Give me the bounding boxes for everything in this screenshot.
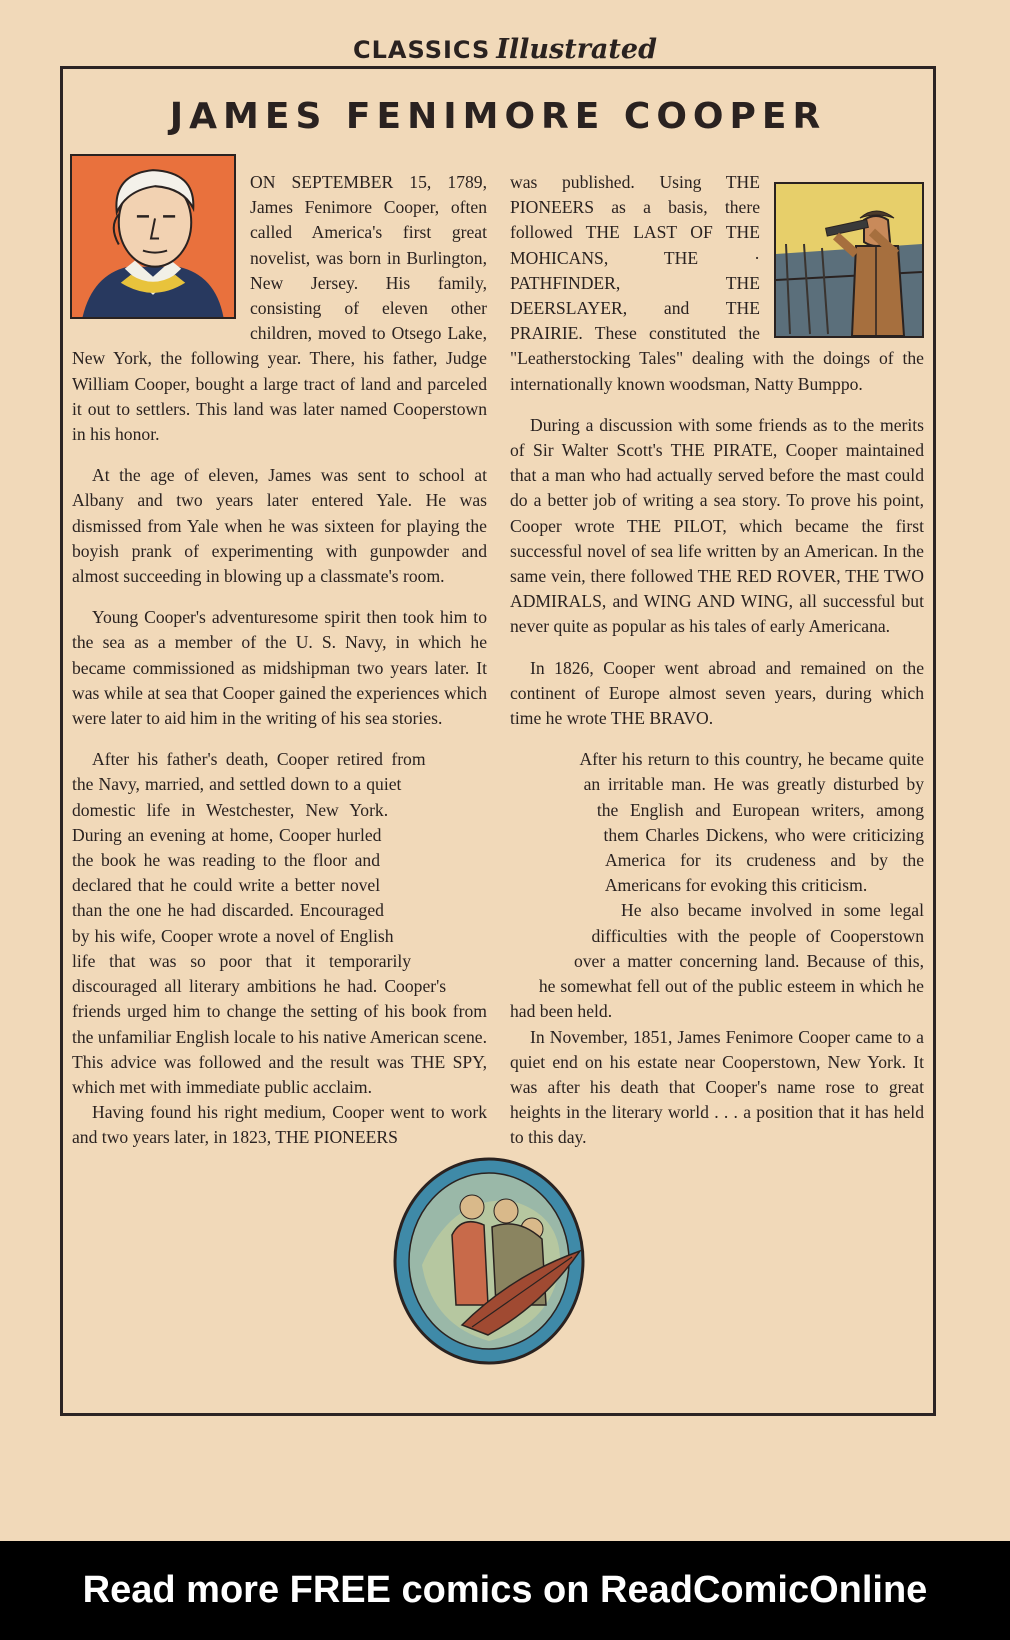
right-paragraph-6: In November, 1851, James Fenimore Cooper came to a quiet end on his estate near Cooperstown, New York. It was after his death that Cooper's name rose to great heights in the literary world . . . a position that it has held to this day. (510, 1026, 924, 1148)
indian-and-soldiers-medallion-icon (392, 1155, 586, 1367)
right-paragraph-4: After his return to this country, he became quite an irritable man. He was greatly disturbed by the English and European writers, among them Charles Dickens, who were criticizing America for its crudeness and by the Americans for evoking this criticism. (579, 749, 924, 896)
masthead (0, 34, 1010, 65)
right-paragraph-3: In 1826, Cooper went abroad and remained on the continent of Europe almost seven years, during which time he wrote THE BRAVO. (510, 657, 924, 729)
page-title: JAMES FENIMORE COOPER (169, 96, 827, 137)
sailor-with-telescope-icon (776, 184, 922, 336)
medallion-image (392, 1155, 586, 1367)
footer-banner-text: Read more FREE comics on ReadComicOnline (82, 1569, 928, 1611)
right-paragraph-2: During a discussion with some friends as to the merits of Sir Walter Scott's THE PIRATE, Cooper maintained that a man who had actually served before the mast could do a better job of writing a sea story. To prove his point, Cooper wrote THE PILOT, which became the first successful novel of sea life written by an American. In the same vein, there followed THE RED ROVER, THE TWO ADMIRALS, and WING AND WING, all successful but never quite as popular as his tales of early Americana. (510, 414, 924, 637)
left-paragraph-5: Having found his right medium, Cooper went to work and two years later, in 1823, THE PIONEERS (72, 1102, 487, 1148)
portrait-image (70, 154, 236, 319)
right-paragraph-5: He also became involved in some legal difficulties with the people of Cooperstown over a matter concerning land. Because of this, he somewhat fell out of the public esteem in which he had been held. (510, 900, 924, 1022)
masthead-classics: CLASSICS (353, 36, 491, 64)
left-paragraph-4: After his father's death, Cooper retired from the Navy, married, and settled down to a quiet domestic life in Westchester, New York. During an evening at home, Cooper hurled the book he was reading to the floor and declared that he could write a better novel than the one he had discarded. Encouraged by his wife, Cooper wrote a novel of English life that was so poor that it temporarily discouraged all literary ambitions he had. Cooper's friends urged him to change the setting of his book from the unfamiliar English locale to his native American scene. This advice was followed and the result was THE SPY, which met with immediate public acclaim. (72, 749, 487, 1097)
right-column (510, 170, 924, 1151)
left-column (72, 170, 487, 1151)
sailor-image (774, 182, 924, 338)
left-paragraph-3: Young Cooper's adventuresome spirit then took him to the sea as a member of the U. S. Navy, in which he became commissioned as midshipman two years later. It was while at sea that Cooper gained the experiences which were later to aid him in the writing of his sea stories. (72, 607, 487, 729)
footer-banner[interactable] (0, 1541, 1010, 1640)
masthead-illustrated: Illustrated (496, 34, 657, 65)
right-paragraph-1: was published. Using THE PIONEERS as a basis, there followed THE LAST OF THE MOHICANS, THE · PATHFINDER, THE DEERSLAYER, and THE PRAIRIE. These constituted the "Leatherstocking Tales" dealing with the doings of the internationally known woodsman, Natty Bumppo. (510, 172, 924, 394)
portrait-icon (72, 156, 234, 317)
left-paragraph-2: At the age of eleven, James was sent to school at Albany and two years later entered Yale. He was dismissed from Yale when he was sixteen for playing the boyish prank of experimenting with gunpowder and almost succeeding in blowing up a classmate's room. (72, 465, 487, 587)
left-paragraph-1: ON SEPTEMBER 15, 1789, James Fenimore Cooper, often called America's first great novelist, was born in Burlington, New Jersey. His family, consisting of eleven other children, moved to Otsego Lake, New York, the following year. There, his father, Judge William Cooper, bought a large tract of land and parceled it out to settlers. This land was later named Cooperstown in his honor. (72, 172, 487, 445)
